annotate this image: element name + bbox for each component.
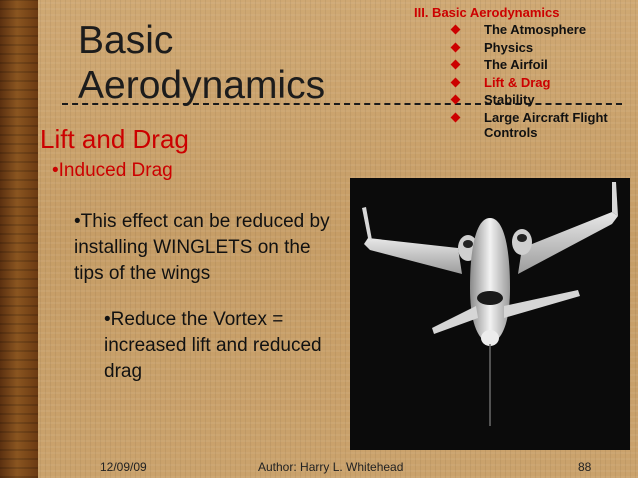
footer-author: Author: Harry L. Whitehead: [258, 460, 404, 474]
diamond-bullet-icon: [451, 25, 461, 35]
toc-item-label: The Atmosphere: [484, 22, 587, 37]
aircraft-with-winglets-image: [350, 178, 630, 450]
toc-item-label: Lift & Drag: [484, 74, 551, 90]
diamond-bullet-icon: [451, 60, 461, 70]
bullet-induced-drag: •Induced Drag: [52, 160, 173, 181]
footer-date: 12/09/09: [100, 460, 147, 474]
toc-item-stability: [450, 92, 634, 110]
toc-item-label: The Airfoil: [484, 57, 548, 72]
cockpit-canopy: [477, 291, 503, 305]
diamond-bullet-icon: [451, 112, 461, 122]
toc-title: III. Basic Aerodynamics: [414, 5, 560, 20]
slide-title-line1: Basic: [78, 19, 174, 62]
bullet-reduce-vortex: •Reduce the Vortex = increased lift and reduced drag: [104, 309, 322, 382]
toc-item-airfoil: [450, 57, 634, 75]
toc-list: [450, 22, 634, 142]
wood-strip-decoration: [0, 0, 38, 478]
bullet-winglets: •This effect can be reduced by installing WINGLETS on the tips of the wings: [74, 211, 330, 284]
toc-item-label: Large Aircraft Flight Controls: [484, 109, 608, 140]
footer-page-number: 88: [578, 460, 592, 474]
slide-title-line2: Aerodynamics: [78, 64, 326, 107]
aircraft-photo: [350, 178, 630, 450]
toc-item-atmosphere: [450, 22, 634, 40]
toc-item-lift-drag: [450, 75, 634, 93]
diamond-bullet-icon: [451, 77, 461, 87]
section-heading: Lift and Drag: [40, 124, 189, 154]
fuselage: [470, 218, 510, 344]
slide-title: [78, 18, 325, 108]
toc-item-label: Stability: [484, 92, 535, 107]
diamond-bullet-icon: [451, 42, 461, 52]
diamond-bullet-icon: [451, 95, 461, 105]
toc-item-physics: [450, 40, 634, 58]
toc-item-flight-controls: [450, 110, 634, 142]
toc-item-label: Physics: [484, 39, 534, 55]
